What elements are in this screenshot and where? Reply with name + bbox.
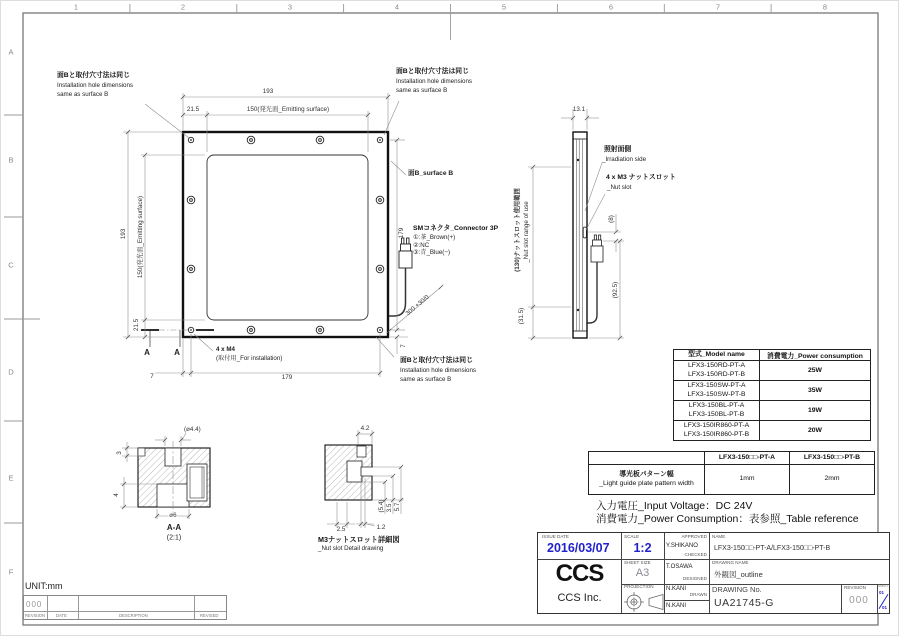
power-table — [673, 349, 871, 441]
revision-value: 000 — [849, 595, 869, 606]
pattern-row-label-en: _Light guide plate pattern width — [599, 479, 694, 487]
approved-label: APPROVED — [681, 534, 707, 539]
dim-dia-top: (⌀4.4) — [184, 426, 201, 433]
leader-line — [384, 101, 399, 135]
power-value: 19W — [808, 407, 822, 414]
dim-emitting-height: 150(発光面_Emitting surface) — [136, 195, 144, 279]
scale-value: 1:2 — [633, 541, 652, 555]
grid-col-label: 8 — [822, 2, 828, 12]
ccs-logo: CCS — [555, 560, 604, 587]
checked-label: CHECKED — [684, 552, 707, 557]
model-name: LFX3-150SW-PT-B — [687, 390, 746, 398]
grid-col-label: 7 — [715, 2, 721, 12]
dim-emitting-width: 150(発光面_Emitting surface) — [246, 105, 330, 113]
section-letter-a: A — [144, 348, 150, 357]
designed-name: N.KANI — [666, 586, 687, 592]
dim-lip-width: 4.2 — [360, 424, 370, 432]
dim-slot-35: 3.5 — [385, 503, 393, 513]
power-table-header — [674, 350, 870, 360]
leader-line — [376, 337, 394, 357]
sheet-top-value: 01 — [879, 590, 885, 595]
annotation-same-as-b-topleft: 面Bと取付穴寸法は同じ Installation hole dimensions same as surface B — [57, 72, 134, 99]
grid-col-label: 2 — [180, 2, 186, 12]
pattern-value-a: 1mm — [705, 465, 790, 494]
model-name: LFX3-150RD-PT-B — [687, 370, 746, 378]
revision-strip-header: REVISION — [25, 613, 46, 618]
dim-slot-54: (5.4) — [377, 499, 385, 513]
dim-total-height: 193 — [119, 228, 127, 240]
dim-total-width: 193 — [262, 87, 274, 95]
drawn-name: N.KANI — [666, 603, 687, 609]
sheet-size-label: SHEET SIZE — [624, 560, 651, 565]
grid-row-label: F — [8, 567, 14, 577]
surface-b-label: 面B_surface B — [408, 170, 454, 177]
detail-aa-scale: (2:1) — [166, 534, 182, 542]
model-name: LFX3-150RD-PT-A — [687, 362, 746, 369]
side-view-outline — [573, 132, 587, 338]
connector-icon — [389, 238, 412, 316]
power-table-header-model: 型式_Model name — [674, 350, 760, 360]
sheet-label: SHEET — [878, 584, 889, 588]
model-name: LFX3-150BL-PT-A — [688, 402, 745, 409]
model-name: LFX3-150IR860-PT-A — [683, 422, 750, 429]
checked-name: T.OSAWA — [666, 564, 693, 570]
note-input-voltage: 入力電圧_Input Voltage：DC 24V — [596, 500, 753, 512]
dim-edge-offset-left: 21.5 — [132, 318, 140, 332]
divider — [24, 611, 226, 612]
detail-aa-title: A-A — [166, 523, 182, 532]
revision-label: REVISION — [844, 585, 866, 590]
grid-col-label: 6 — [608, 2, 614, 12]
dim-cable-length: 300 +30/0 — [404, 293, 431, 318]
revision-strip-header: DESCRIPTION — [119, 613, 148, 618]
nut-slot-label-en: _Nut slot — [607, 184, 632, 191]
divider — [194, 596, 195, 619]
grid-col-label: 1 — [73, 2, 79, 12]
pattern-row-label-jp: 導光板パターン幅 — [619, 471, 674, 478]
dim-nut-range-jp: (130)ナットスロット使用範囲 — [513, 188, 521, 272]
leader-line — [145, 104, 189, 138]
dim-slot-25: 2.5 — [336, 525, 346, 533]
grid-row-label: B — [8, 155, 14, 165]
note-power-consumption: 消費電力_Power Consumption：表参照_Table reference — [596, 513, 859, 525]
nut-slot-label-jp: 4 x M3 ナットスロット — [606, 174, 676, 181]
third-angle-projection-icon — [622, 591, 666, 613]
connector-note: SMコネクタ_Connector 3P ①:茶_Brown(+) ②:NC ③:青_Blue(−) — [413, 225, 499, 257]
power-value: 35W — [808, 387, 822, 394]
power-value: 25W — [808, 367, 822, 374]
projection-label: PROJECTION — [624, 584, 654, 589]
model-name: LFX3-150BL-PT-B — [688, 410, 745, 418]
dim-depth: 4 — [112, 493, 120, 497]
dim-cable-pos: (92.5) — [611, 281, 619, 299]
table-row — [674, 400, 870, 420]
drawing-name-value: 外観図_outline — [714, 570, 763, 579]
detail-aa-linework — [138, 441, 210, 515]
pattern-col-a: LFX3-150□□-PT-A — [705, 452, 790, 464]
side-cable-line — [588, 262, 598, 323]
divider — [709, 533, 710, 613]
dim-step: 3 — [115, 451, 123, 455]
dim-slot-12: 1.2 — [376, 523, 386, 531]
name-label: NAME — [712, 534, 726, 539]
side-connector-icon — [588, 235, 604, 323]
pattern-table-header — [589, 452, 874, 464]
issue-date-label: ISSUE DATE — [542, 534, 569, 539]
sheet-size-value: A3 — [635, 567, 650, 579]
dim-edge-offset: 21.5 — [186, 105, 200, 113]
divider — [78, 596, 79, 619]
pattern-table-corner — [589, 452, 705, 464]
title-block — [537, 532, 890, 614]
irradiation-label-en: _Irradiation side — [602, 156, 647, 163]
divider — [47, 596, 48, 619]
annotation-same-as-b-topright: 面Bと取付穴寸法は同じ Installation hole dimensions same as surface B — [396, 68, 473, 95]
mount-hole-note: 4 x M4 (取付用_For installation) — [216, 346, 283, 363]
annotation-same-as-b-bottomright: 面Bと取付穴寸法は同じ Installation hole dimensions same as surface B — [400, 357, 477, 384]
table-row — [674, 420, 870, 440]
power-value: 20W — [808, 427, 822, 434]
pattern-col-b: LFX3-150□□-PT-B — [803, 453, 861, 461]
dim-dia-bottom: ⌀6 — [169, 511, 177, 519]
dim-hole-pitch-v: 179 — [397, 227, 405, 239]
grid-col-label: 4 — [394, 2, 400, 12]
revision-strip-header: REVISED — [200, 613, 219, 618]
revision-strip-value: 000 — [26, 600, 43, 609]
leader-line — [391, 161, 406, 175]
grid-row-label: E — [8, 473, 14, 483]
designed-label: DESIGNED — [683, 576, 707, 581]
model-name: LFX3-150IR860-PT-B — [683, 430, 750, 438]
front-view-outline — [183, 132, 388, 337]
pattern-table — [588, 451, 875, 495]
detail-nut-title-jp: M3ナットスロット詳細図 — [318, 535, 400, 544]
approved-name: Y.SHIKANO — [666, 543, 698, 549]
table-row — [589, 464, 874, 494]
grid-row-label: A — [8, 47, 14, 57]
dim-nut-range-en: _Nut slot range of use — [522, 201, 530, 263]
dim-hole-offset: 7 — [150, 372, 154, 380]
name-value: LFX3-150□□-PT-A/LFX3-150□□-PT-B — [714, 545, 831, 552]
dim-slot-to-cable: (8) — [607, 215, 615, 223]
table-row — [674, 380, 870, 400]
irradiation-label-jp: 照射面側 — [604, 146, 632, 153]
power-table-header-power: 消費電力_Power consumption — [767, 353, 863, 360]
grid-col-label: 5 — [501, 2, 507, 12]
revision-strip-header: DATE — [56, 613, 67, 618]
divider — [664, 600, 709, 601]
dim-bottom-edge: 7 — [399, 344, 407, 348]
drawing-name-label: DRAWING NAME — [712, 560, 749, 565]
dim-slot-57: 5.7 — [393, 502, 401, 512]
pattern-value-b: 2mm — [824, 475, 840, 483]
grid-row-label: C — [8, 260, 14, 270]
detail-nut-title-en: _Nut slot Detail drawing — [318, 545, 384, 552]
unit-label: UNIT:mm — [25, 581, 63, 591]
drawing-no-value: UA21745-G — [714, 597, 774, 609]
dim-hole-pitch: 179 — [281, 373, 293, 381]
dim-thickness: 13.1 — [572, 105, 586, 113]
revision-strip — [23, 595, 227, 620]
section-letter-a: A — [174, 348, 180, 357]
drawn-label: DRAWN — [689, 592, 707, 597]
dim-bottom-offset: (31.5) — [517, 307, 525, 325]
grid-col-label: 3 — [287, 2, 293, 12]
issue-date-value: 2016/03/07 — [547, 541, 610, 555]
drawing-no-label: DRAWING No. — [712, 585, 762, 594]
grid-row-label: D — [8, 367, 14, 377]
detail-nutslot-linework — [325, 445, 373, 500]
scale-label: SCALE — [624, 534, 640, 539]
sheet-bottom-value: 01 — [882, 605, 888, 610]
divider — [877, 584, 878, 613]
table-row — [674, 360, 870, 380]
model-name: LFX3-150SW-PT-A — [687, 382, 746, 389]
nut-slot-icon — [583, 227, 586, 238]
company-name: CCS Inc. — [557, 592, 602, 604]
